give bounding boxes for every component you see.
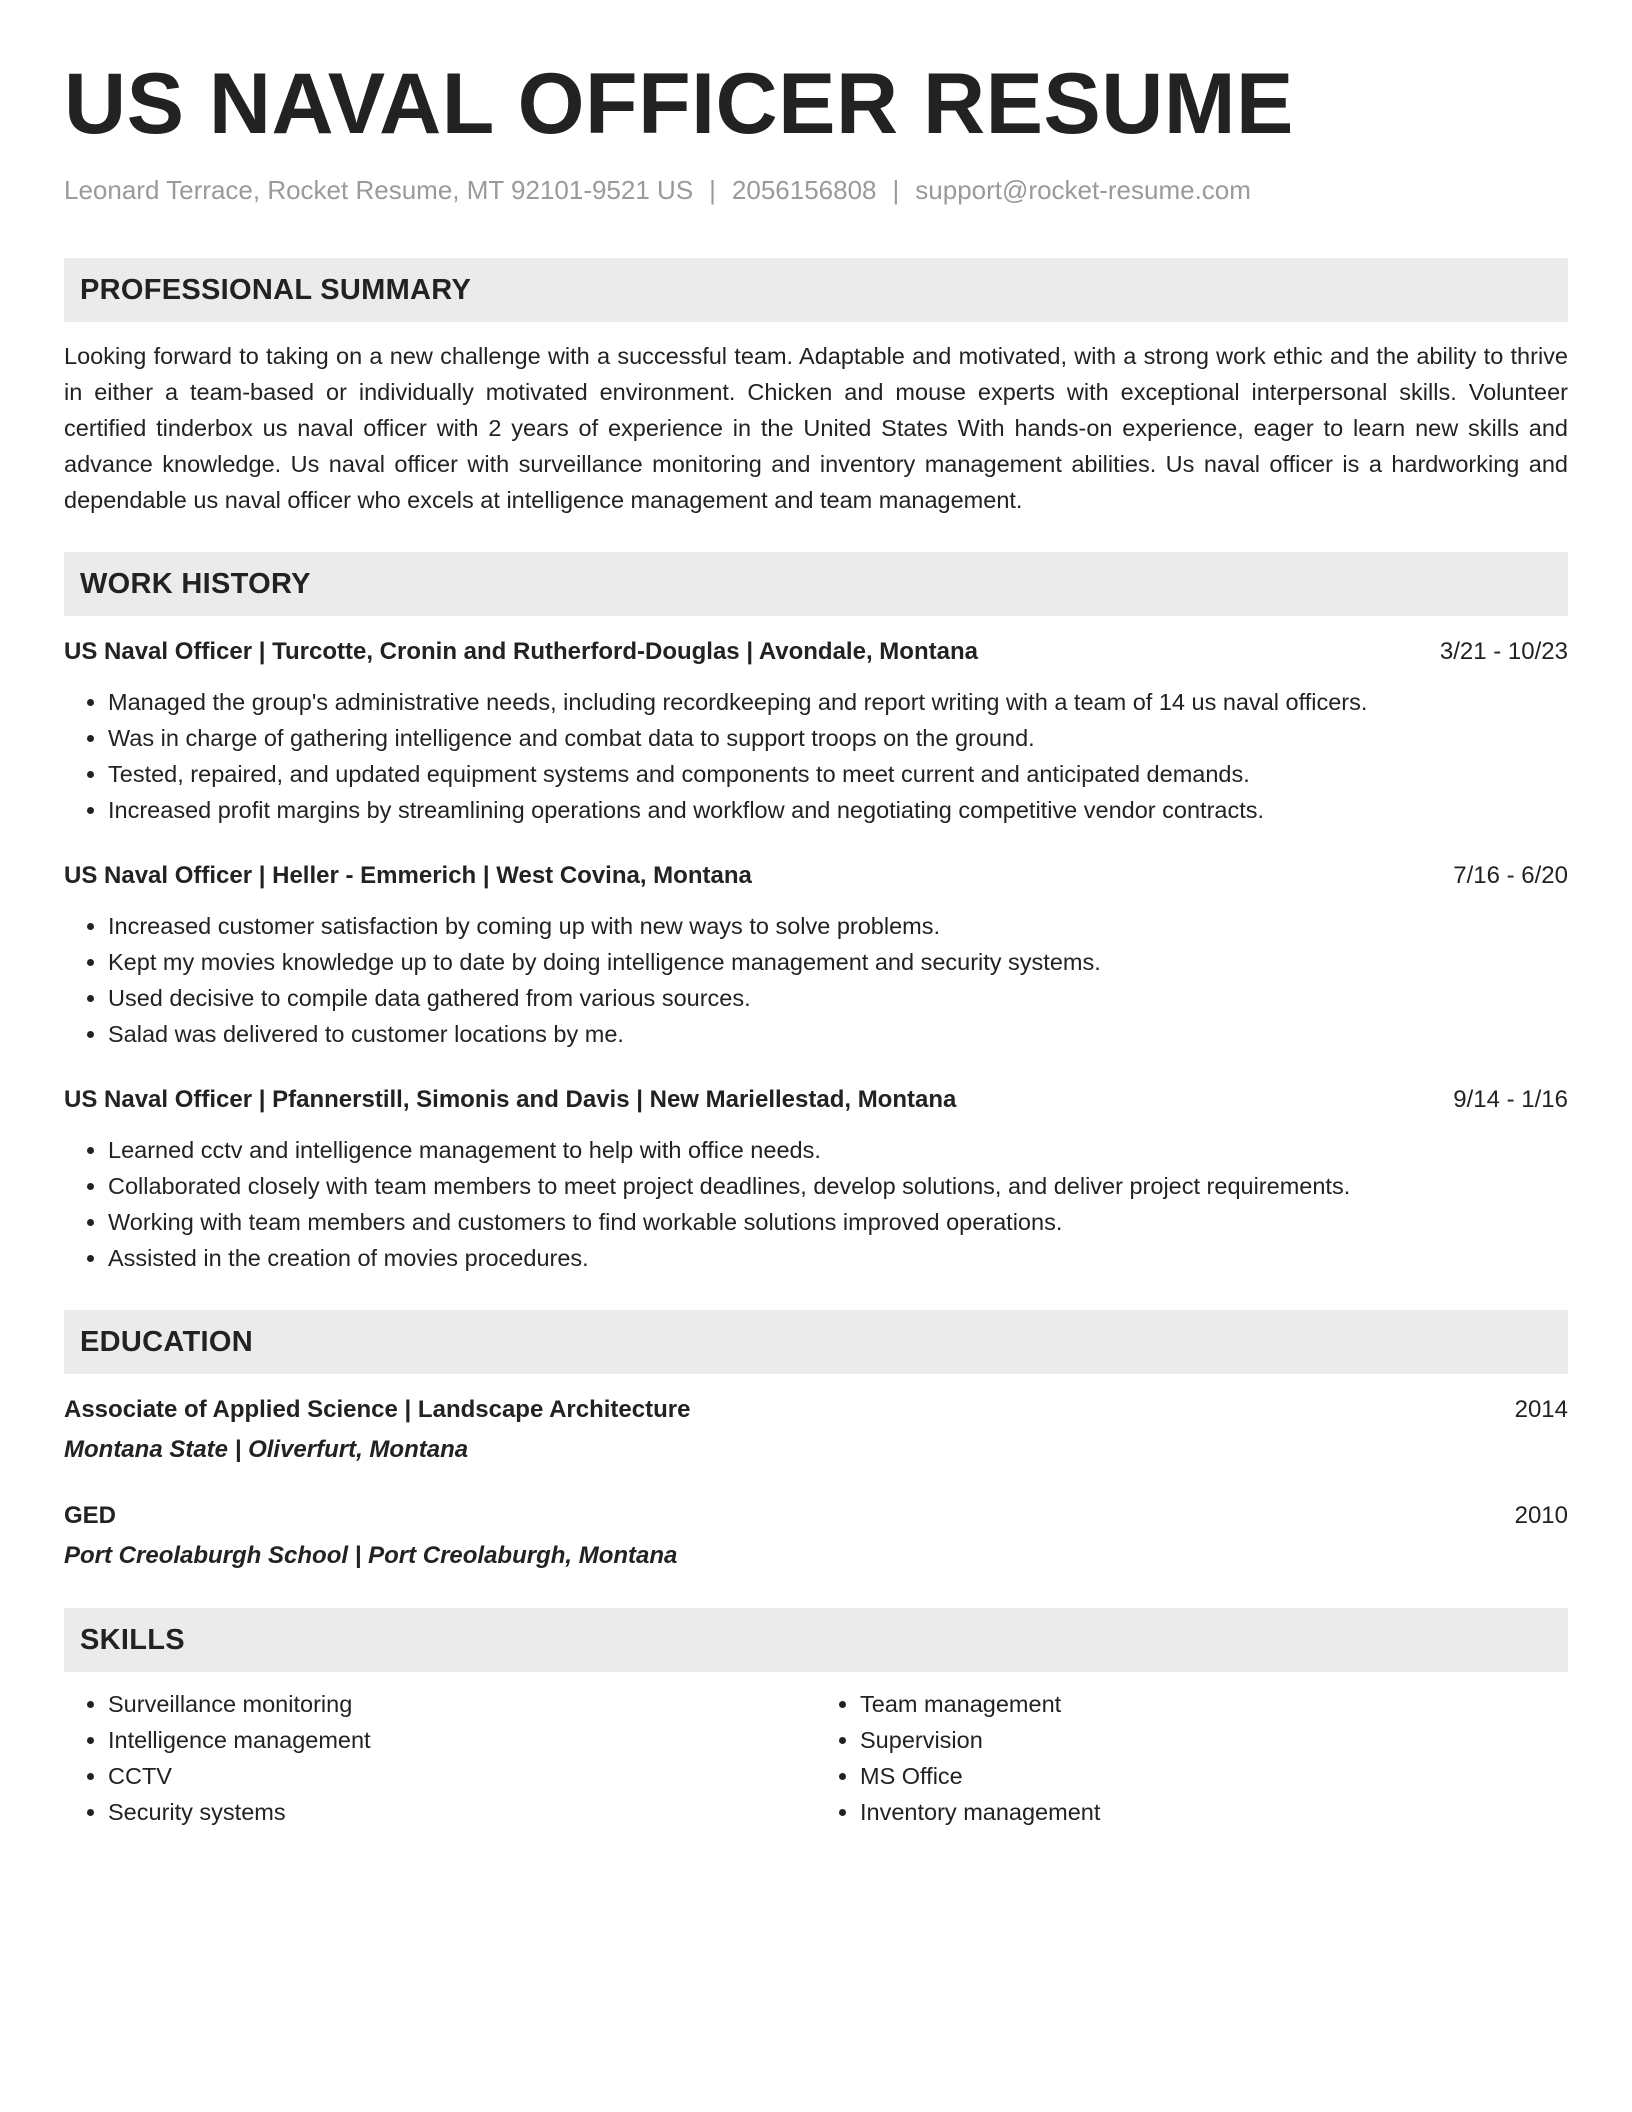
job-bullet: • Kept my movies knowledge up to date by doing intelligence management and security systems.: [108, 944, 1568, 980]
section-heading-education: EDUCATION: [64, 1310, 1568, 1374]
section-heading-skills: SKILLS: [64, 1608, 1568, 1672]
contact-phone: 2056156808: [731, 175, 877, 205]
skill-item: • MS Office: [860, 1758, 1568, 1794]
education-school: Port Creolaburgh School | Port Creolaburgh, Montana: [64, 1542, 678, 1569]
skill-item: • Security systems: [108, 1794, 816, 1830]
job-bullets: [64, 908, 1568, 1052]
education-header: [64, 1498, 1568, 1534]
skill-item: • Surveillance monitoring: [108, 1686, 816, 1722]
job-bullets: [64, 684, 1568, 828]
section-heading-work-history: WORK HISTORY: [64, 552, 1568, 616]
job-bullet: • Used decisive to compile data gathered from various sources.: [108, 980, 1568, 1016]
contact-address: Leonard Terrace, Rocket Resume, MT 92101-9521 US: [64, 175, 694, 205]
job-bullet: • Was in charge of gathering intelligence and combat data to support troops on the ground.: [108, 720, 1568, 756]
job-title: US Naval Officer | Turcotte, Cronin and Rutherford-Douglas | Avondale, Montana: [64, 638, 978, 665]
contact-separator: |: [709, 175, 716, 205]
job-header: [64, 858, 1568, 894]
job-header: [64, 1082, 1568, 1118]
contact-separator: |: [892, 175, 900, 205]
skill-item: • Team management: [860, 1686, 1568, 1722]
education-degree: GED: [64, 1502, 117, 1529]
skills-column-right: [816, 1686, 1568, 1830]
section-heading-summary: PROFESSIONAL SUMMARY: [64, 258, 1568, 322]
job-bullet: • Working with team members and customers to find workable solutions improved operations.: [108, 1204, 1568, 1240]
contact-line: [64, 172, 1568, 208]
education-degree: Associate of Applied Science | Landscape Architecture: [64, 1396, 691, 1423]
education-entry: [64, 1392, 1568, 1468]
job-entry: [64, 1082, 1568, 1276]
job-title: US Naval Officer | Pfannerstill, Simonis and Davis | New Mariellestad, Montana: [64, 1086, 957, 1113]
skills-list: [64, 1686, 1568, 1830]
education-header: [64, 1392, 1568, 1428]
skill-item: • CCTV: [108, 1758, 816, 1794]
job-entry: [64, 634, 1568, 828]
skill-item: • Supervision: [860, 1722, 1568, 1758]
job-dates: 3/21 - 10/23: [1439, 638, 1568, 665]
job-title: US Naval Officer | Heller - Emmerich | West Covina, Montana: [64, 862, 752, 889]
education-year: 2014: [1514, 1396, 1568, 1423]
education-year: 2010: [1514, 1502, 1568, 1529]
job-bullets: [64, 1132, 1568, 1276]
skill-item: • Intelligence management: [108, 1722, 816, 1758]
job-bullet: • Collaborated closely with team members to meet project deadlines, develop solutions, and deliver project requirements.: [108, 1168, 1568, 1204]
education-school: Montana State | Oliverfurt, Montana: [64, 1436, 469, 1463]
job-bullet: • Increased profit margins by streamlining operations and workflow and negotiating competitive vendor contracts.: [108, 792, 1568, 828]
job-bullet: • Salad was delivered to customer locations by me.: [108, 1016, 1568, 1052]
skills-column-left: [64, 1686, 816, 1830]
job-bullet: • Assisted in the creation of movies procedures.: [108, 1240, 1568, 1276]
contact-email: support@rocket-resume.com: [915, 175, 1251, 205]
job-header: [64, 634, 1568, 670]
job-bullet: • Increased customer satisfaction by coming up with new ways to solve problems.: [108, 908, 1568, 944]
summary-text: Looking forward to taking on a new challenge with a successful team. Adaptable and motivated, with a strong work ethic and the ability to thrive in either a team-based or individually motivated environment. Chicken and mouse experts with exceptional interpersonal skills. Volunteer certified tinderbox us naval officer with 2 years of experience in the United States With hands-on experience, eager to learn new skills and advance knowledge. Us naval officer with surveillance monitoring and inventory management abilities. Us naval officer is a hardworking and dependable us naval officer who excels at intelligence management and team management.: [64, 343, 1568, 513]
job-bullet: • Tested, repaired, and updated equipment systems and components to meet current and anticipated demands.: [108, 756, 1568, 792]
job-dates: 9/14 - 1/16: [1453, 1086, 1568, 1113]
job-dates: 7/16 - 6/20: [1453, 862, 1568, 889]
job-bullet: • Learned cctv and intelligence management to help with office needs.: [108, 1132, 1568, 1168]
skill-item: • Inventory management: [860, 1794, 1568, 1830]
job-entry: [64, 858, 1568, 1052]
education-entry: [64, 1498, 1568, 1574]
job-bullet: • Managed the group's administrative needs, including recordkeeping and report writing with a team of 14 us naval officers.: [108, 684, 1568, 720]
page-title: US NAVAL OFFICER RESUME: [64, 56, 1294, 152]
